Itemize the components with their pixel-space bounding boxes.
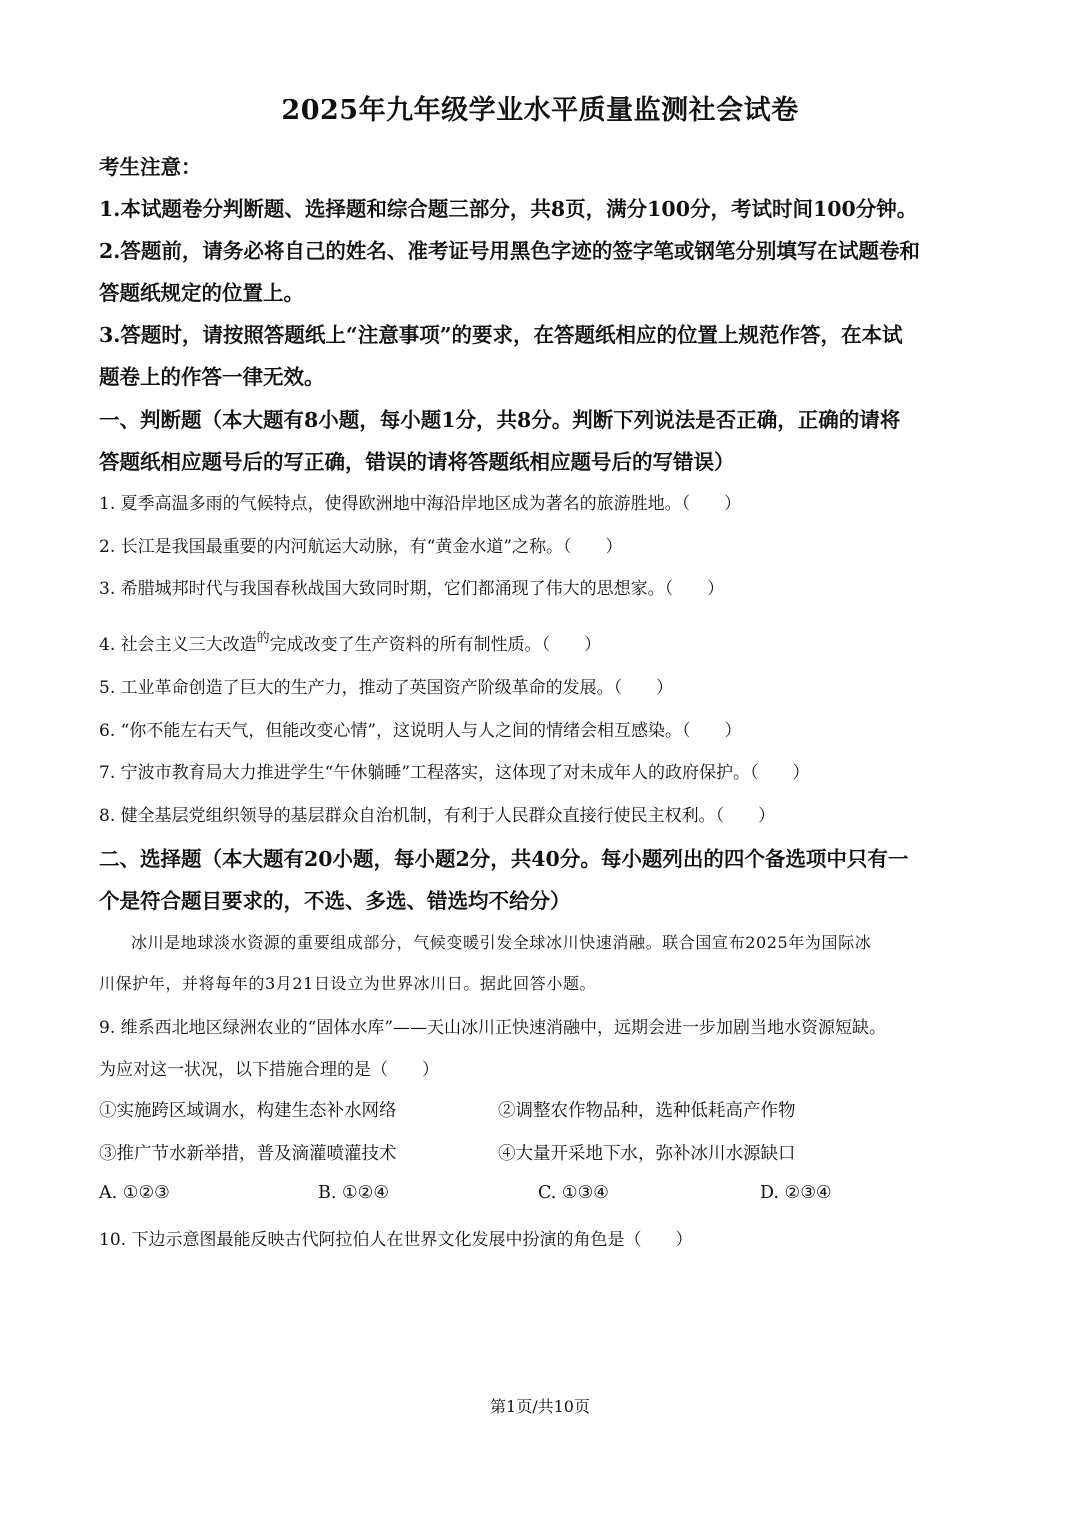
page-number: 第1页/共10页 [490, 1397, 590, 1416]
q9-option-a: A. ①②③ [99, 1183, 170, 1203]
question-1: 1. 夏季高温多雨的气候特点，使得欧洲地中海沿岸地区成为著名的旅游胜地。（ ） [99, 494, 742, 514]
question-7: 7. 宁波市教育局大力推进学生“午休躺睡”工程落实，这体现了对未成年人的政府保护。（ ） [99, 763, 810, 783]
q9-option-c: C. ①③④ [538, 1183, 609, 1203]
notice-item-2-cont: 答题纸规定的位置上。 [99, 281, 304, 305]
question-3: 3. 希腊城邦时代与我国春秋战国大致同时期，它们都涌现了伟大的思想家。（ ） [99, 579, 725, 599]
question-4-part-a: 4. 社会主义三大改造 [99, 635, 257, 655]
section2-heading: 二、选择题（本大题有20小题，每小题2分，共40分。每小题列出的四个备选项中只有一 [99, 847, 909, 871]
glacier-intro: 冰川是地球淡水资源的重要组成部分，气候变暖引发全球冰川快速消融。联合国宣布2025年为国际冰 [131, 933, 872, 952]
q9-statement-3: ③推广节水新举措，普及滴灌喷灌技术 [99, 1144, 397, 1164]
section1-heading: 一、判断题（本大题有8小题，每小题1分，共8分。判断下列说法是否正确，正确的请将 [99, 408, 901, 432]
glacier-intro-cont: 川保护年，并将每年的3月21日设立为世界冰川日。据此回答小题。 [99, 974, 597, 993]
notice-item-3: 3.答题时，请按照答题纸上“注意事项”的要求，在答题纸相应的位置上规范作答，在本试 [99, 323, 903, 347]
question-8: 8. 健全基层党组织领导的基层群众自治机制，有利于人民群众直接行使民主权利。（ ） [99, 806, 776, 826]
q9-statement-1: ①实施跨区域调水，构建生态补水网络 [99, 1101, 397, 1121]
q9-option-b: B. ①②④ [318, 1183, 390, 1203]
question-10: 10. 下边示意图最能反映古代阿拉伯人在世界文化发展中扮演的角色是（ ） [99, 1230, 693, 1250]
exam-title: 2025年九年级学业水平质量监测社会试卷 [281, 95, 799, 126]
question-2: 2. 长江是我国最重要的内河航运大动脉，有“黄金水道”之称。（ ） [99, 537, 623, 557]
question-4-part-b: 完成改变了生产资料的所有制性质。（ ） [269, 635, 602, 655]
notice-heading: 考生注意： [99, 155, 202, 179]
notice-item-1: 1.本试题卷分判断题、选择题和综合题三部分，共8页，满分100分，考试时间100分钟。 [99, 197, 918, 221]
notice-item-3-cont: 题卷上的作答一律无效。 [99, 365, 325, 389]
section1-heading-cont: 答题纸相应题号后的写正确，错误的请将答题纸相应题号后的写错误） [99, 450, 735, 474]
question-5: 5. 工业革命创造了巨大的生产力，推动了英国资产阶级革命的发展。（ ） [99, 678, 674, 698]
question-9: 9. 维系西北地区绿洲农业的“固体水库”——天山冰川正快速消融中，远期会进一步加剧当地水资源短缺。 [99, 1018, 887, 1038]
question-6: 6. “你不能左右天气，但能改变心情”，这说明人与人之间的情绪会相互感染。（ ） [99, 721, 742, 741]
q9-option-d: D. ②③④ [760, 1183, 832, 1203]
question-4 [99, 627, 601, 655]
question-4-sup: 的 [256, 631, 270, 646]
q9-statement-4: ④大量开采地下水，弥补冰川水源缺口 [498, 1144, 796, 1164]
question-9-cont: 为应对这一状况，以下措施合理的是（ ） [99, 1060, 439, 1080]
section2-heading-cont: 个是符合题目要求的，不选、多选、错选均不给分） [99, 889, 571, 913]
notice-item-2: 2.答题前，请务必将自己的姓名、准考证号用黑色字迹的签字笔或钢笔分别填写在试题卷和 [99, 239, 920, 263]
q9-statement-2: ②调整农作物品种，选种低耗高产作物 [498, 1101, 796, 1121]
